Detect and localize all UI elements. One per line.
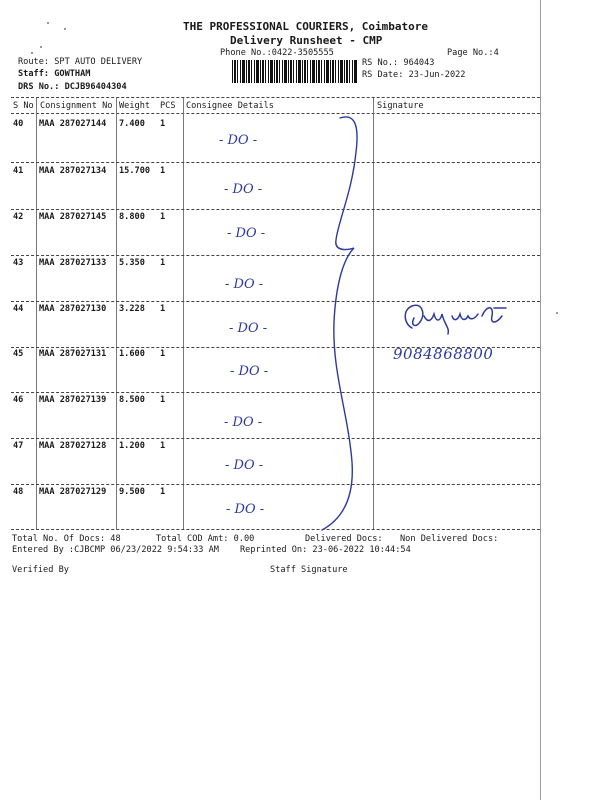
scan-speck xyxy=(31,52,33,54)
row-consignee-ditto: - DO - xyxy=(227,226,266,241)
row-weight: 3.228 xyxy=(119,304,145,314)
row-consignee-ditto: - DO - xyxy=(225,458,264,473)
row-consignment-no: MAA 287027128 xyxy=(39,441,107,451)
delivered-docs: Delivered Docs: xyxy=(305,534,383,544)
row-pcs: 1 xyxy=(160,166,166,176)
row-consignment-no: MAA 287027145 xyxy=(39,212,107,222)
row-divider xyxy=(11,255,540,256)
table-top-rule xyxy=(11,97,540,98)
row-consignee-ditto: - DO - xyxy=(226,502,265,517)
row-weight: 9.500 xyxy=(119,487,145,497)
row-pcs: 1 xyxy=(160,441,166,451)
row-consignee-ditto: - DO - xyxy=(224,415,263,430)
barcode xyxy=(232,60,357,83)
row-pcs: 1 xyxy=(160,395,166,405)
header-bottom-rule xyxy=(11,113,540,114)
staff-signature-label: Staff Signature xyxy=(270,565,348,575)
page-number: Page No.:4 xyxy=(447,48,499,58)
row-weight: 5.350 xyxy=(119,258,145,268)
row-divider xyxy=(11,392,540,393)
total-docs: Total No. Of Docs: 48 xyxy=(12,534,121,544)
row-consignment-no: MAA 287027131 xyxy=(39,349,107,359)
row-consignee-ditto: - DO - xyxy=(230,364,269,379)
entered-by: Entered By :CJBCMP 06/23/2022 9:54:33 AM xyxy=(12,545,219,555)
column-header-pcs: PCS xyxy=(160,101,176,111)
row-sno: 40 xyxy=(13,119,24,129)
row-sno: 43 xyxy=(13,258,24,268)
company-title: THE PROFESSIONAL COURIERS, Coimbatore xyxy=(183,20,429,33)
row-pcs: 1 xyxy=(160,258,166,268)
sheet-title: Delivery Runsheet - CMP xyxy=(230,34,383,47)
row-sno: 48 xyxy=(13,487,24,497)
row-sno: 44 xyxy=(13,304,24,314)
scan-speck xyxy=(47,22,49,24)
row-consignee-ditto: - DO - xyxy=(219,133,258,148)
row-weight: 8.500 xyxy=(119,395,145,405)
page-right-border xyxy=(540,0,541,800)
row-weight: 7.400 xyxy=(119,119,145,129)
row-consignment-no: MAA 287027134 xyxy=(39,166,107,176)
phone-number: Phone No.:0422-3505555 xyxy=(220,48,334,58)
row-pcs: 1 xyxy=(160,304,166,314)
verified-by: Verified By xyxy=(12,565,69,575)
row-consignment-no: MAA 287027133 xyxy=(39,258,107,268)
row-consignment-no: MAA 287027144 xyxy=(39,119,107,129)
row-divider xyxy=(11,162,540,163)
rs-date: RS Date: 23-Jun-2022 xyxy=(362,70,466,80)
row-consignee-ditto: - DO - xyxy=(229,321,268,336)
scan-speck xyxy=(556,312,558,314)
row-consignment-no: MAA 287027139 xyxy=(39,395,107,405)
row-pcs: 1 xyxy=(160,212,166,222)
ditto-brace xyxy=(318,112,398,532)
row-pcs: 1 xyxy=(160,349,166,359)
row-consignment-no: MAA 287027130 xyxy=(39,304,107,314)
reprinted-on: Reprinted On: 23-06-2022 10:44:54 xyxy=(240,545,411,555)
rs-number: RS No.: 964043 xyxy=(362,58,435,68)
row-consignee-ditto: - DO - xyxy=(224,182,263,197)
row-pcs: 1 xyxy=(160,119,166,129)
column-header-consignment: Consignment No xyxy=(40,101,113,111)
staff-name: Staff: GOWTHAM xyxy=(18,69,91,79)
footer-top-rule xyxy=(11,529,540,530)
row-weight: 8.800 xyxy=(119,212,145,222)
row-weight: 1.600 xyxy=(119,349,145,359)
row-divider xyxy=(11,209,540,210)
row-sno: 47 xyxy=(13,441,24,451)
total-cod: Total COD Amt: 0.00 xyxy=(156,534,255,544)
row-sno: 41 xyxy=(13,166,24,176)
row-sno: 46 xyxy=(13,395,24,405)
row-pcs: 1 xyxy=(160,487,166,497)
signature-phone-number: 9084868800 xyxy=(393,345,494,363)
drs-number: DRS No.: DCJB96404304 xyxy=(18,82,127,92)
scan-speck xyxy=(40,46,42,48)
row-sno: 45 xyxy=(13,349,24,359)
row-divider xyxy=(11,484,540,485)
row-weight: 1.200 xyxy=(119,441,145,451)
row-sno: 42 xyxy=(13,212,24,222)
column-header-signature: Signature xyxy=(377,101,424,111)
route: Route: SPT AUTO DELIVERY xyxy=(18,57,143,67)
column-header-weight: Weight xyxy=(119,101,151,111)
column-header-sno: S No xyxy=(13,101,34,111)
scan-speck xyxy=(64,28,66,30)
row-divider xyxy=(11,438,540,439)
row-weight: 15.700 xyxy=(119,166,151,176)
non-delivered-docs: Non Delivered Docs: xyxy=(400,534,499,544)
row-consignee-ditto: - DO - xyxy=(225,277,264,292)
handwritten-signature xyxy=(398,298,516,338)
row-consignment-no: MAA 287027129 xyxy=(39,487,107,497)
column-header-consignee: Consignee Details xyxy=(186,101,274,111)
